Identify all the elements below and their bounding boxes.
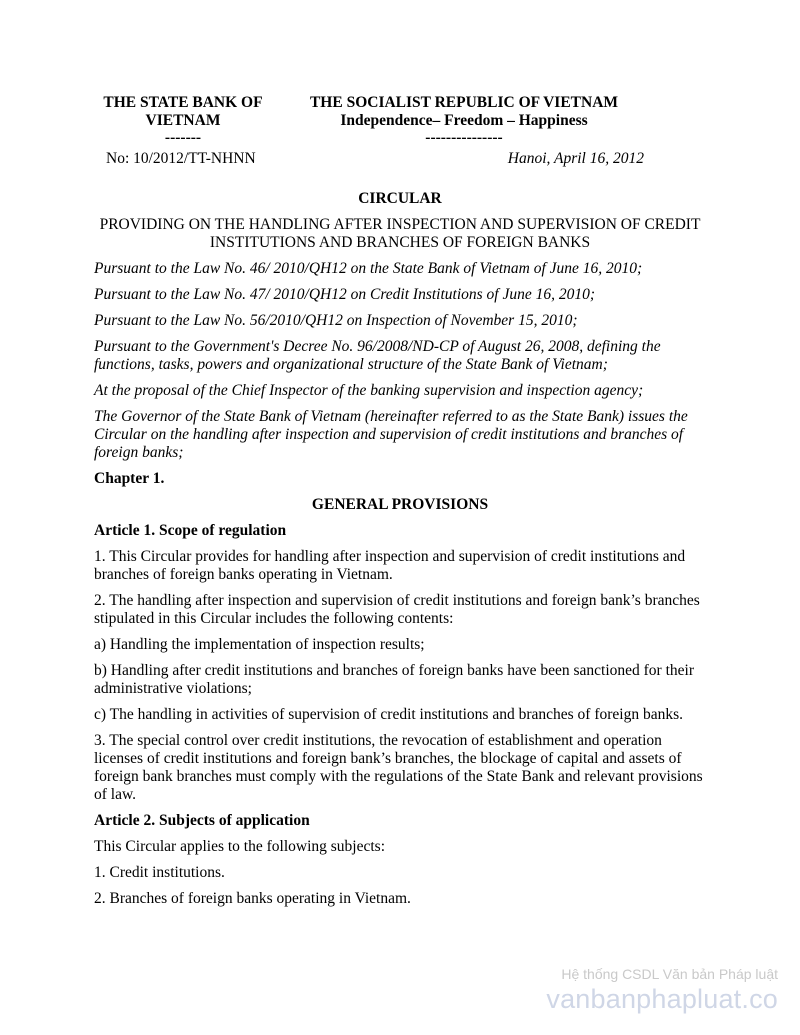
article-paragraph: b) Handling after credit institutions and branches of foreign banks have been sanctioned for their administrative violations; (94, 662, 694, 697)
national-motto: Independence– Freedom – Happiness (340, 112, 588, 129)
document-number: No: 10/2012/TT-NHNN (106, 150, 256, 167)
preamble-paragraph: The Governor of the State Bank of Vietnam (hereinafter referred to as the State Bank) issues the Circular on the handling after inspection and supervision of credit institutions and branches of foreign banks; (94, 408, 688, 461)
preamble-paragraph: At the proposal of the Chief Inspector of the banking supervision and inspection agency; (94, 382, 644, 399)
document-type: CIRCULAR (358, 190, 442, 207)
watermark-domain: vanbanphapluat.co (546, 984, 778, 1014)
article-paragraph: 2. The handling after inspection and supervision of credit institutions and foreign bank’s branches stipulated in this Circular includes the following contents: (94, 592, 700, 627)
agency-name-line2: VIETNAM (145, 112, 221, 129)
preamble-paragraph: Pursuant to the Law No. 56/2010/QH12 on Inspection of November 15, 2010; (94, 312, 578, 329)
document-subtitle (94, 216, 706, 252)
chapter-heading: Chapter 1. (94, 470, 165, 487)
article-paragraph: This Circular applies to the following subjects: (94, 838, 386, 855)
agency-separator: ------- (164, 129, 202, 146)
motto-separator: --------------- (425, 129, 503, 146)
article-paragraph: 2. Branches of foreign banks operating in Vietnam. (94, 890, 411, 907)
national-title: THE SOCIALIST REPUBLIC OF VIETNAM (309, 94, 619, 111)
article-heading: Article 1. Scope of regulation (94, 522, 287, 539)
article-paragraph: 1. This Circular provides for handling after inspection and supervision of credit institutions and branches of foreign banks operating in Vietnam. (94, 548, 686, 583)
national-title-block (299, 94, 629, 146)
preamble-paragraph: Pursuant to the Government's Decree No. 96/2008/ND-CP of August 26, 2008, defining the functions, tasks, powers and organizational structure of the State Bank of Vietnam; (94, 338, 661, 373)
preamble-paragraph: Pursuant to the Law No. 46/ 2010/QH12 on the State Bank of Vietnam of June 16, 2010; (94, 260, 643, 277)
article-heading: Article 2. Subjects of application (94, 812, 310, 829)
document-header (94, 92, 706, 168)
document-page (94, 92, 706, 916)
agency-name-line1: THE STATE BANK OF (103, 94, 263, 111)
place-date: Hanoi, April 16, 2012 (507, 150, 644, 167)
preamble-paragraph: Pursuant to the Law No. 47/ 2010/QH12 on Credit Institutions of June 16, 2010; (94, 286, 596, 303)
subtitle-line: INSTITUTIONS AND BRANCHES OF FOREIGN BANKS (209, 234, 591, 251)
article-paragraph: 1. Credit institutions. (94, 864, 225, 881)
watermark-tagline: Hệ thống CSDL Văn bản Pháp luật (561, 966, 778, 982)
chapter-title: GENERAL PROVISIONS (311, 496, 489, 513)
article-paragraph: c) The handling in activities of supervision of credit institutions and branches of foreign banks. (94, 706, 684, 723)
article-paragraph: a) Handling the implementation of inspection results; (94, 636, 425, 653)
issuing-agency (94, 94, 272, 146)
site-watermark (546, 965, 778, 1015)
article-paragraph: 3. The special control over credit institutions, the revocation of establishment and operation licenses of credit institutions and foreign bank’s branches, the blockage of capital and assets of foreign bank branches must comply with the regulations of the State Bank and relevant provisions of law. (94, 732, 703, 803)
subtitle-line: PROVIDING ON THE HANDLING AFTER INSPECTION AND SUPERVISION OF CREDIT (99, 216, 701, 233)
